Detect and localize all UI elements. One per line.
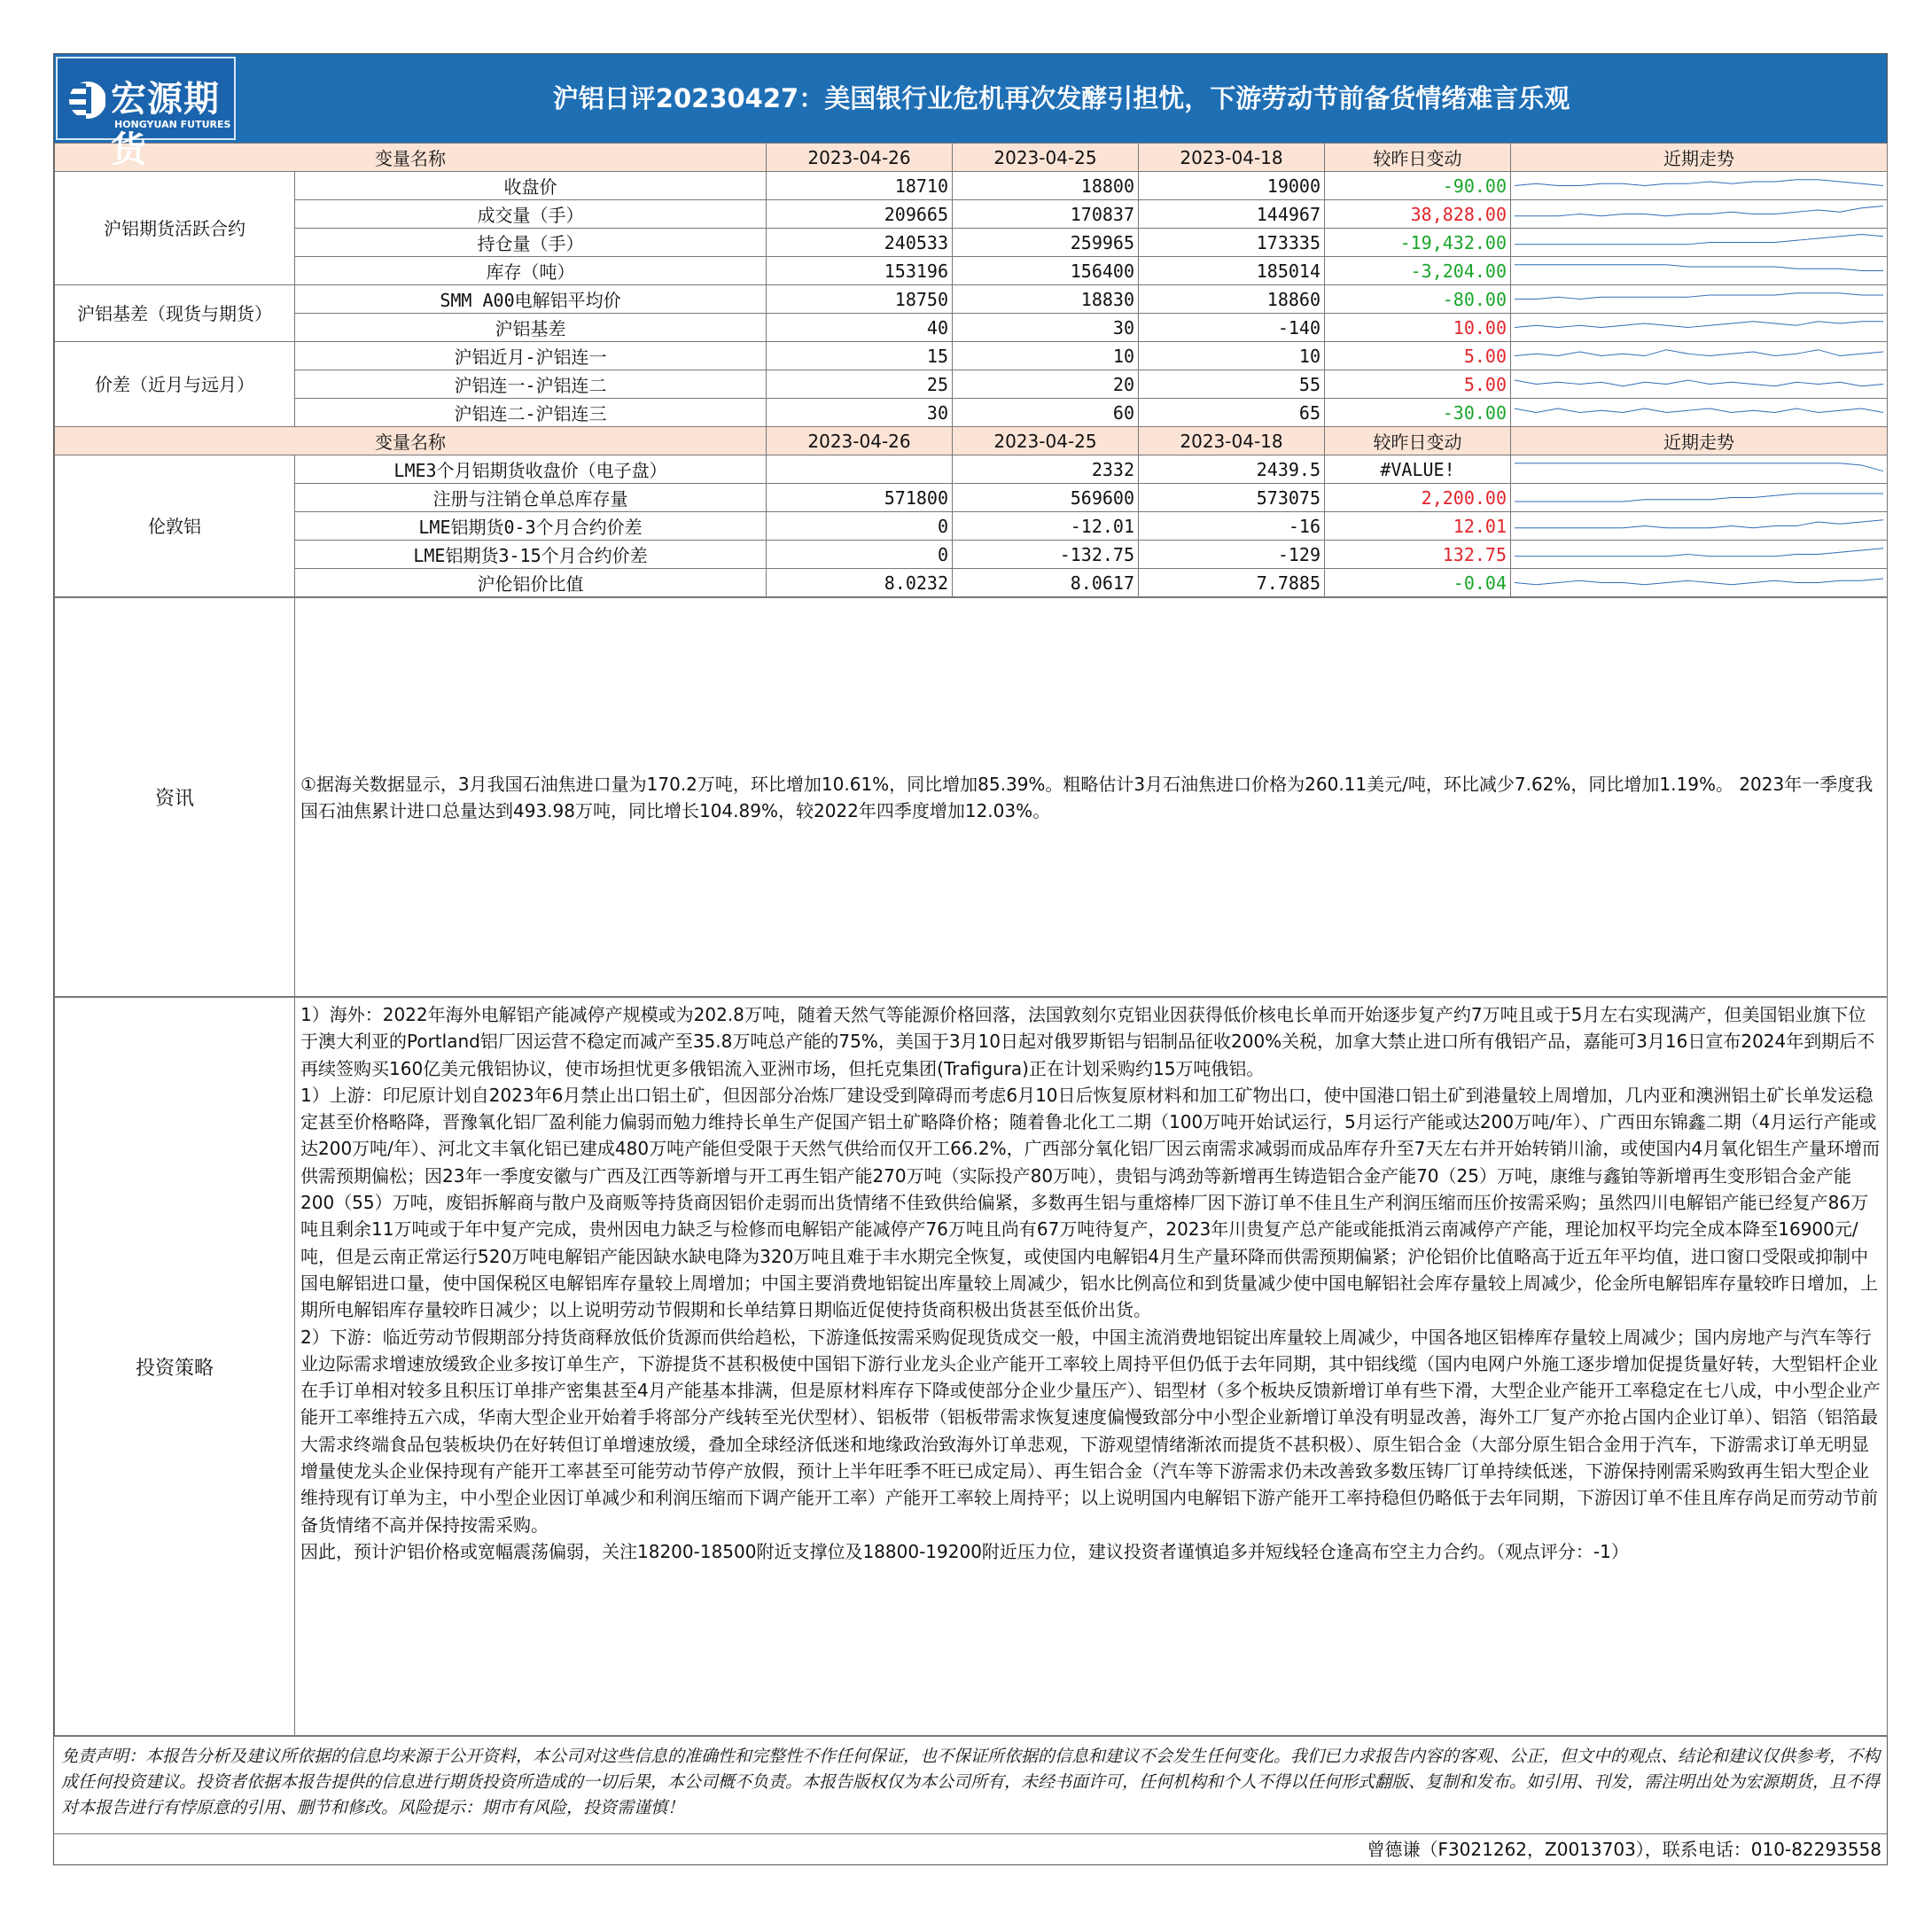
indicator-table bbox=[54, 143, 1888, 597]
trend-cell bbox=[1511, 229, 1888, 257]
trend-sparkline bbox=[1515, 259, 1883, 283]
value-2023-04-26: 153196 bbox=[767, 257, 953, 285]
value-2023-04-25: 259965 bbox=[953, 229, 1139, 257]
trend-sparkline bbox=[1515, 542, 1883, 566]
value-2023-04-18: 18860 bbox=[1139, 285, 1325, 314]
value-2023-04-26: 8.0232 bbox=[767, 569, 953, 597]
strategy-upstream: 1）上游：印尼原计划自2023年6月禁止出口铝土矿，但因部分冶炼厂建设受到障碍而考虑6月10日后恢复原材料和加工矿物出口，使中国港口铝土矿到港量较上周增加，几内亚和澳洲铝土矿长单发运稳定甚至价格略降，晋豫氧化铝厂盈利能力偏弱而勉力维持长单生产促国产铝土矿略降价格；随着鲁北化工二期（100万吨开始试运行，5月运行产能或达200万吨/年）、广西田东锦鑫二期（4月运行产能或达200万吨/年）、河北文丰氧化铝已建成480万吨产能但受限于天然气供给而仅开工66.2%，广西部分氧化铝厂因云南需求减弱而成品库存升至7天左右并开始转销川渝，或使国内4月氧化铝生产量环增而供需预期偏松；因23年一季度安徽与广西及江西等新增与开工再生铝产能270万吨（实际投产80万吨），贵铝与鸿劲等新增再生铸造铝合金产能70（25）万吨，康维与鑫铂等新增再生变形铝合金产能200（55）万吨，废铝拆解商与散户及商贩等持货商因铝价走弱而出货情绪不佳致供给偏紧，多数再生铝与重熔棒厂因下游订单不佳且生产利润压缩而压价按需采购；虽然四川电解铝产能已经复产86万吨且剩余11万吨或于年中复产完成，贵州因电力缺乏与检修而电解铝产能减停产76万吨且尚有67万吨待复产，2023年川贵复产总产能或能抵消云南减停产产能，理论加权平均完全成本降至16900元/吨，但是云南正常运行520万吨电解铝产能因缺水缺电降为320万吨且难于丰水期完全恢复，或使国内电解铝4月生产量环降而供需预期偏紧；沪伦铝价比值略高于近五年平均值，进口窗口受限或抑制中国电解铝进口量，使中国保税区电解铝库存量较上周增加；中国主要消费地铝锭出库量较上周减少，铝水比例高位和到货量减少使中国电解铝社会库存量较上周减少，伦金所电解铝库存量较昨日增加，上期所电解铝库存量较昨日减少；以上说明劳动节假期和长单结算日期临近促使持货商积极出货甚至低价出货。 bbox=[300, 1084, 1881, 1321]
variable-name: 沪伦铝价比值 bbox=[295, 569, 767, 597]
value-2023-04-26: 0 bbox=[767, 541, 953, 569]
trend-sparkline bbox=[1515, 372, 1883, 396]
group-label-basis: 沪铝基差（现货与期货） bbox=[55, 285, 295, 342]
news-label: 资讯 bbox=[55, 598, 295, 997]
daily-change: -3,204.00 bbox=[1325, 257, 1511, 285]
trend-cell bbox=[1511, 569, 1888, 597]
variable-name: 收盘价 bbox=[295, 172, 767, 200]
value-2023-04-26: 25 bbox=[767, 370, 953, 399]
table-row bbox=[55, 541, 1888, 569]
variable-name: 沪铝基差 bbox=[295, 314, 767, 342]
value-2023-04-25: 18830 bbox=[953, 285, 1139, 314]
trend-sparkline bbox=[1515, 401, 1883, 424]
trend-cell bbox=[1511, 172, 1888, 200]
value-2023-04-18: -16 bbox=[1139, 512, 1325, 541]
trend-cell bbox=[1511, 399, 1888, 427]
lme-header-row bbox=[55, 427, 1888, 455]
daily-change: 132.75 bbox=[1325, 541, 1511, 569]
value-2023-04-18: -129 bbox=[1139, 541, 1325, 569]
sparkline-series bbox=[1515, 235, 1883, 245]
sparkline-series bbox=[1515, 579, 1883, 585]
column-header-change: 较昨日变动 bbox=[1325, 427, 1511, 455]
strategy-section bbox=[54, 997, 1888, 1736]
daily-change: 10.00 bbox=[1325, 314, 1511, 342]
logo-chinese-text: 宏源期货 bbox=[111, 79, 220, 170]
table-row bbox=[55, 342, 1888, 370]
trend-sparkline bbox=[1515, 514, 1883, 538]
value-2023-04-26: 40 bbox=[767, 314, 953, 342]
sparkline-series bbox=[1515, 380, 1883, 386]
variable-name: 注册与注销仓单总库存量 bbox=[295, 484, 767, 512]
table-row bbox=[55, 512, 1888, 541]
trend-cell bbox=[1511, 512, 1888, 541]
sparkline-series bbox=[1515, 206, 1883, 216]
sparkline-series bbox=[1515, 549, 1883, 556]
value-2023-04-18: 173335 bbox=[1139, 229, 1325, 257]
strategy-conclusion: 因此，预计沪铝价格或宽幅震荡偏弱，关注18200-18500附近支撑位及18800-19200附近压力位，建议投资者谨慎追多并短线轻仓逢高布空主力合约。（观点评分：-1） bbox=[300, 1540, 1629, 1562]
value-2023-04-18: 185014 bbox=[1139, 257, 1325, 285]
variable-name: 持仓量（手） bbox=[295, 229, 767, 257]
trend-cell bbox=[1511, 370, 1888, 399]
daily-change: 2,200.00 bbox=[1325, 484, 1511, 512]
table-row bbox=[55, 172, 1888, 200]
value-2023-04-25: 18800 bbox=[953, 172, 1139, 200]
column-header-var_name: 变量名称 bbox=[55, 144, 767, 172]
company-logo bbox=[56, 57, 236, 170]
value-2023-04-25: -132.75 bbox=[953, 541, 1139, 569]
value-2023-04-25: 20 bbox=[953, 370, 1139, 399]
column-header-d3: 2023-04-18 bbox=[1139, 427, 1325, 455]
strategy-overseas: 1）海外：2022年海外电解铝产能减停产规模或为202.8万吨，随着天然气等能源价格回落，法国敦刻尔克铝业因获得低价核电长单而开始逐步复产约7万吨且或于5月左右实现满产，但美国铝业旗下位于澳大利亚的Portland铝厂因运营不稳定而减产至35.8万吨总产能的75%，美国于3月10日起对俄罗斯铝与铝制品征收200%关税，加拿大禁止进口所有俄铝产品，嘉能可3月16日宣布2024年到期后不再续签购买160亿美元俄铝协议，使市场担忧更多俄铝流入亚洲市场，但托克集团(Trafigura)正在计划采购约15万吨俄铝。 bbox=[300, 1004, 1875, 1079]
strategy-text bbox=[295, 998, 1888, 1736]
trend-cell bbox=[1511, 257, 1888, 285]
daily-change: -30.00 bbox=[1325, 399, 1511, 427]
news-text: ①据海关数据显示，3月我国石油焦进口量为170.2万吨，环比增加10.61%，同比增加85.39%。粗略估计3月石油焦进口价格为260.11美元/吨，环比减少7.62%，同比增加1.19%。 2023年一季度我国石油焦累计进口总量达到493.98万吨，同比增长104.89%，较2022年四季度增加12.03%。 bbox=[295, 598, 1888, 997]
trend-sparkline bbox=[1515, 486, 1883, 510]
value-2023-04-25: 569600 bbox=[953, 484, 1139, 512]
variable-name: LME铝期货3-15个月合约价差 bbox=[295, 541, 767, 569]
report-sheet bbox=[53, 53, 1888, 1865]
column-header-trend: 近期走势 bbox=[1511, 427, 1888, 455]
column-header-d3: 2023-04-18 bbox=[1139, 144, 1325, 172]
variable-name: 成交量（手） bbox=[295, 200, 767, 229]
group-label-lme: 伦敦铝 bbox=[55, 455, 295, 597]
trend-cell bbox=[1511, 200, 1888, 229]
daily-change: 5.00 bbox=[1325, 370, 1511, 399]
daily-change: 38,828.00 bbox=[1325, 200, 1511, 229]
table-row bbox=[55, 455, 1888, 484]
value-2023-04-26: 209665 bbox=[767, 200, 953, 229]
value-2023-04-18: -140 bbox=[1139, 314, 1325, 342]
trend-sparkline bbox=[1515, 230, 1883, 254]
trend-cell bbox=[1511, 541, 1888, 569]
variable-name: LME3个月铝期货收盘价（电子盘） bbox=[295, 455, 767, 484]
value-2023-04-18: 55 bbox=[1139, 370, 1325, 399]
strategy-label: 投资策略 bbox=[55, 998, 295, 1736]
table-row bbox=[55, 229, 1888, 257]
value-2023-04-25: 170837 bbox=[953, 200, 1139, 229]
daily-change: -19,432.00 bbox=[1325, 229, 1511, 257]
sparkline-series bbox=[1515, 180, 1883, 186]
table-row bbox=[55, 257, 1888, 285]
variable-name: 沪铝近月-沪铝连一 bbox=[295, 342, 767, 370]
sparkline-series bbox=[1515, 265, 1883, 271]
table-row bbox=[55, 314, 1888, 342]
value-2023-04-25: 10 bbox=[953, 342, 1139, 370]
column-header-trend: 近期走势 bbox=[1511, 144, 1888, 172]
trend-sparkline bbox=[1515, 571, 1883, 595]
sparkline-series bbox=[1515, 520, 1883, 528]
sparkline-series bbox=[1515, 463, 1883, 471]
trend-sparkline bbox=[1515, 287, 1883, 311]
value-2023-04-26: 18710 bbox=[767, 172, 953, 200]
trend-cell bbox=[1511, 484, 1888, 512]
trend-sparkline bbox=[1515, 457, 1883, 481]
logo-english-text: HONGYUAN FUTURES bbox=[114, 119, 231, 130]
value-2023-04-26: 30 bbox=[767, 399, 953, 427]
trend-sparkline bbox=[1515, 174, 1883, 198]
value-2023-04-26: 0 bbox=[767, 512, 953, 541]
column-header-d1: 2023-04-26 bbox=[767, 144, 953, 172]
value-2023-04-18: 65 bbox=[1139, 399, 1325, 427]
column-header-d2: 2023-04-25 bbox=[953, 427, 1139, 455]
daily-change: -0.04 bbox=[1325, 569, 1511, 597]
value-2023-04-26: 15 bbox=[767, 342, 953, 370]
variable-name: 沪铝连二-沪铝连三 bbox=[295, 399, 767, 427]
variable-name: 库存（吨） bbox=[295, 257, 767, 285]
column-header-change: 较昨日变动 bbox=[1325, 144, 1511, 172]
daily-change: -80.00 bbox=[1325, 285, 1511, 314]
daily-change: -90.00 bbox=[1325, 172, 1511, 200]
value-2023-04-25: 2332 bbox=[953, 455, 1139, 484]
value-2023-04-18: 144967 bbox=[1139, 200, 1325, 229]
disclaimer: 免责声明：本报告分析及建议所依据的信息均来源于公开资料，本公司对这些信息的准确性和完整性不作任何保证，也不保证所依据的信息和建议不会发生任何变化。我们已力求报告内容的客观、公正，但文中的观点、结论和建议仅供参考，不构成任何投资建议。投资者依据本报告提供的信息进行期货投资所造成的一切后果，本公司概不负责。本报告版权仅为本公司所有，未经书面许可，任何机构和个人不得以任何形式翻版、复制和发布。如引用、刊发，需注明出处为宏源期货，且不得对本报告进行有悖原意的引用、删节和修改。风险提示：期市有风险，投资需谨慎！ bbox=[54, 1736, 1887, 1833]
trend-sparkline bbox=[1515, 344, 1883, 368]
strategy-downstream: 2）下游：临近劳动节假期部分持货商释放低价货源而供给趋松，下游逢低按需采购促现货成交一般，中国主流消费地铝锭出库量较上周减少，中国各地区铝棒库存量较上周减少；国内房地产与汽车等行业边际需求增速放缓致企业多按订单生产，下游提货不甚积极使中国铝下游行业龙头企业产能开工率较上周持平但仍低于去年同期，其中铝线缆（国内电网户外施工逐步增加促提货量好转，大型铝杆企业在手订单相对较多且积压订单排产密集甚至4月产能基本排满，但是原材料库存下降或使部分企业少量压产）、铝型材（多个板块反馈新增订单有些下滑，大型企业产能开工率稳定在七八成，中小型企业产能开工率维持五六成，华南大型企业开始着手将部分产线转至光伏型材）、铝板带（铝板带需求恢复速度偏慢致部分中小型企业新增订单没有明显改善，海外工厂复产亦抢占国内企业订单）、铝箔（铝箔最大需求终端食品包装板块仍在好转但订单增速放缓，叠加全球经济低迷和地缘政治致海外订单悲观，下游观望情绪渐浓而提货不甚积极）、原生铝合金（大部分原生铝合金用于汽车，下游需求订单无明显增量使龙头企业保持现有产能开工率甚至可能劳动节停产放假，预计上半年旺季不旺已成定局）、再生铝合金（汽车等下游需求仍未改善致多数压铸厂订单持续低迷，下游保持刚需采购致再生铝大型企业维持现有订单为主，中小型企业因订单减少和利润压缩而下调产能开工率）产能开工率较上周持平；以上说明国内电解铝下游产能开工率持稳但仍略低于去年同期，下游因订单不佳且库存尚足而劳动节前备货情绪不高并保持按需采购。 bbox=[300, 1326, 1881, 1536]
value-2023-04-18: 10 bbox=[1139, 342, 1325, 370]
column-header-d1: 2023-04-26 bbox=[767, 427, 953, 455]
value-2023-04-25: 8.0617 bbox=[953, 569, 1139, 597]
variable-name: SMM A00电解铝平均价 bbox=[295, 285, 767, 314]
table-row bbox=[55, 200, 1888, 229]
sparkline-series bbox=[1515, 494, 1883, 502]
trend-cell bbox=[1511, 285, 1888, 314]
daily-change: 5.00 bbox=[1325, 342, 1511, 370]
news-section bbox=[54, 597, 1888, 997]
report-title: 沪铝日评20230427：美国银行业危机再次发酵引担忧，下游劳动节前备货情绪难言乐观 bbox=[552, 83, 1570, 113]
group-label-spread: 价差（近月与远月） bbox=[55, 342, 295, 427]
sparkline-series bbox=[1515, 293, 1883, 300]
value-2023-04-18: 573075 bbox=[1139, 484, 1325, 512]
value-2023-04-26: 240533 bbox=[767, 229, 953, 257]
table-row bbox=[55, 399, 1888, 427]
trend-cell bbox=[1511, 314, 1888, 342]
trend-sparkline bbox=[1515, 202, 1883, 226]
value-2023-04-25: 30 bbox=[953, 314, 1139, 342]
trend-cell bbox=[1511, 455, 1888, 484]
variable-name: LME铝期货0-3个月合约价差 bbox=[295, 512, 767, 541]
value-2023-04-26: 18750 bbox=[767, 285, 953, 314]
variable-name: 沪铝连一-沪铝连二 bbox=[295, 370, 767, 399]
value-2023-04-26: 571800 bbox=[767, 484, 953, 512]
column-header-var_name: 变量名称 bbox=[55, 427, 767, 455]
analyst-contact: 曾德谦（F3021262，Z0013703），联系电话：010-82293558 bbox=[54, 1833, 1887, 1864]
table-row bbox=[55, 484, 1888, 512]
table-row bbox=[55, 569, 1888, 597]
value-2023-04-18: 19000 bbox=[1139, 172, 1325, 200]
domestic-header-row bbox=[55, 144, 1888, 172]
table-row bbox=[55, 370, 1888, 399]
logo-mark-icon bbox=[66, 71, 105, 129]
daily-change: #VALUE! bbox=[1325, 455, 1511, 484]
value-2023-04-25: 156400 bbox=[953, 257, 1139, 285]
value-2023-04-26 bbox=[767, 455, 953, 484]
trend-sparkline bbox=[1515, 315, 1883, 339]
value-2023-04-25: 60 bbox=[953, 399, 1139, 427]
daily-change: 12.01 bbox=[1325, 512, 1511, 541]
trend-cell bbox=[1511, 342, 1888, 370]
sparkline-series bbox=[1515, 409, 1883, 413]
table-row bbox=[55, 285, 1888, 314]
value-2023-04-18: 7.7885 bbox=[1139, 569, 1325, 597]
value-2023-04-18: 2439.5 bbox=[1139, 455, 1325, 484]
sparkline-series bbox=[1515, 322, 1883, 328]
group-label-futures: 沪铝期货活跃合约 bbox=[55, 172, 295, 285]
sparkline-series bbox=[1515, 350, 1883, 356]
value-2023-04-25: -12.01 bbox=[953, 512, 1139, 541]
column-header-d2: 2023-04-25 bbox=[953, 144, 1139, 172]
